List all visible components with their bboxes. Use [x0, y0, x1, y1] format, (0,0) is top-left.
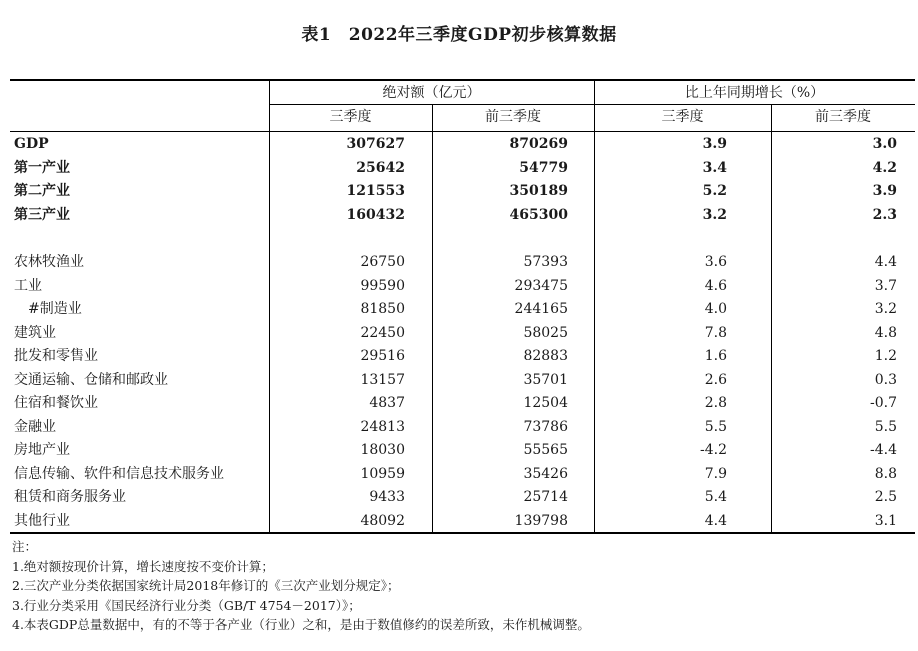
row-name: 其他行业	[14, 512, 70, 529]
row-name: 信息传输、软件和信息技术服务业	[14, 465, 224, 482]
cell-first3-growth: 3.2	[874, 301, 897, 317]
cell-q3-growth: 5.2	[702, 183, 727, 199]
table-row	[10, 510, 915, 534]
cell-q3-growth: 4.4	[704, 512, 727, 529]
table-header-rule	[10, 131, 915, 132]
cell-first3-growth: 5.5	[874, 418, 897, 435]
table-row	[10, 369, 915, 393]
cell-q3-growth: -4.2	[700, 442, 727, 458]
cell-q3-growth: 1.6	[704, 348, 727, 364]
cell-q3-growth: 5.4	[704, 489, 727, 505]
table-row	[10, 298, 915, 322]
table-row	[10, 251, 915, 275]
body-divider-2	[432, 132, 433, 533]
cell-q3-growth: 7.8	[704, 324, 727, 341]
cell-first3: 58025	[523, 324, 568, 341]
row-name: 租赁和商务服务业	[14, 489, 126, 505]
cell-q3: 25642	[356, 159, 405, 176]
row-name: 住宿和餐饮业	[14, 395, 98, 411]
cell-q3: 9433	[369, 489, 405, 505]
cell-first3-growth: 4.2	[872, 159, 897, 176]
note-item: 3.行业分类采用《国民经济行业分类（GB/T 4754－2017）》；	[12, 597, 361, 613]
cell-first3-growth: -4.4	[870, 442, 897, 458]
cell-q3: 307627	[346, 136, 405, 152]
cell-q3-growth: 2.8	[704, 395, 727, 411]
header-growth-group: 比上年同期增长（%）	[684, 85, 825, 101]
cell-first3: 293475	[514, 277, 568, 294]
cell-first3: 12504	[523, 395, 568, 411]
table-row	[10, 275, 915, 299]
cell-q3-growth: 4.0	[704, 301, 727, 317]
cell-first3: 139798	[514, 512, 568, 529]
cell-first3: 54779	[519, 159, 568, 176]
table-bottom-rule	[10, 532, 915, 534]
table-row	[10, 322, 915, 346]
cell-q3-growth: 5.5	[704, 418, 727, 435]
cell-first3: 35701	[523, 371, 568, 388]
table-row	[10, 345, 915, 369]
header-first3: 前三季度	[485, 109, 541, 125]
cell-q3-growth: 7.9	[704, 465, 727, 482]
cell-first3-growth: 2.5	[874, 489, 897, 505]
table-row	[10, 157, 915, 181]
cell-q3: 48092	[360, 512, 405, 529]
row-name: 第二产业	[14, 183, 70, 199]
header-sub-rule	[269, 104, 915, 105]
table-row	[10, 486, 915, 510]
table-row	[10, 204, 915, 228]
row-name: 工业	[14, 277, 42, 294]
cell-q3: 121553	[346, 183, 405, 199]
cell-q3: 24813	[360, 418, 405, 435]
body-divider-1	[269, 132, 270, 533]
cell-first3-growth: 4.4	[874, 254, 897, 270]
cell-first3: 244165	[514, 301, 568, 317]
cell-first3: 73786	[523, 418, 568, 435]
row-name: 金融业	[14, 418, 56, 435]
cell-first3-growth: 3.0	[872, 136, 897, 152]
cell-first3: 35426	[523, 465, 568, 482]
row-name: 交通运输、仓储和邮政业	[14, 371, 168, 388]
note-heading: 注：	[12, 539, 38, 554]
table-top-rule	[10, 79, 915, 81]
cell-q3: 18030	[360, 442, 405, 458]
table-row	[10, 463, 915, 487]
cell-q3-growth: 4.6	[704, 277, 727, 294]
cell-q3: 99590	[360, 277, 405, 294]
body-divider-4	[771, 132, 772, 533]
cell-first3: 870269	[509, 136, 568, 152]
body-divider-3	[594, 132, 595, 533]
cell-q3: 160432	[346, 206, 405, 223]
row-name: 房地产业	[14, 442, 70, 458]
cell-q3: 13157	[360, 371, 405, 388]
cell-q3: 10959	[360, 465, 405, 482]
cell-q3: 26750	[360, 254, 405, 270]
cell-first3-growth: 3.1	[874, 512, 897, 529]
cell-first3-growth: 3.9	[872, 183, 897, 199]
table-row	[10, 439, 915, 463]
row-name: 农林牧渔业	[14, 254, 84, 270]
cell-first3-growth: 8.8	[874, 465, 897, 482]
cell-first3-growth: 4.8	[874, 324, 897, 341]
table-row	[10, 180, 915, 204]
cell-first3-growth: 3.7	[874, 277, 897, 294]
cell-q3-growth: 3.2	[702, 206, 727, 223]
row-name: GDP	[14, 136, 49, 152]
cell-q3: 29516	[360, 348, 405, 364]
header-first3-growth: 前三季度	[815, 109, 871, 125]
row-name: 批发和零售业	[14, 348, 98, 364]
cell-first3-growth: -0.7	[870, 395, 897, 411]
row-name: 建筑业	[14, 324, 56, 341]
page-title: 表1 2022年三季度GDP初步核算数据	[301, 25, 617, 45]
cell-q3-growth: 3.4	[702, 159, 727, 176]
note-item: 2.三次产业分类依据国家统计局2018年修订的《三次产业划分规定》；	[12, 578, 400, 593]
cell-first3-growth: 0.3	[874, 371, 897, 388]
cell-q3: 4837	[369, 395, 405, 411]
header-absolute-group: 绝对额（亿元）	[382, 85, 481, 101]
note-item: 4.本表GDP总量数据中，有的不等于各产业（行业）之和，是由于数值修约的误差所致，未作机械调整。	[12, 617, 590, 632]
cell-first3: 465300	[509, 206, 568, 223]
cell-first3: 57393	[523, 254, 568, 270]
cell-q3-growth: 3.9	[702, 136, 727, 152]
table-row	[10, 392, 915, 416]
cell-first3: 350189	[509, 183, 568, 199]
cell-first3-growth: 2.3	[872, 206, 897, 223]
header-q3-growth: 三季度	[661, 109, 704, 125]
table-notes	[12, 537, 590, 635]
cell-q3: 22450	[360, 324, 405, 341]
cell-q3-growth: 3.6	[704, 254, 727, 270]
cell-first3-growth: 1.2	[874, 348, 897, 364]
row-name: 第一产业	[14, 159, 70, 176]
cell-first3: 82883	[523, 348, 568, 364]
row-name: 第三产业	[14, 206, 70, 223]
cell-first3: 55565	[523, 442, 568, 458]
row-name: #制造业	[14, 301, 82, 317]
table-row	[10, 416, 915, 440]
cell-q3-growth: 2.6	[704, 371, 727, 388]
header-q3: 三季度	[329, 109, 372, 125]
cell-first3: 25714	[523, 489, 568, 505]
table-row	[10, 133, 915, 157]
note-item: 1.绝对额按现价计算，增长速度按不变价计算；	[12, 558, 274, 574]
cell-q3: 81850	[360, 301, 405, 317]
